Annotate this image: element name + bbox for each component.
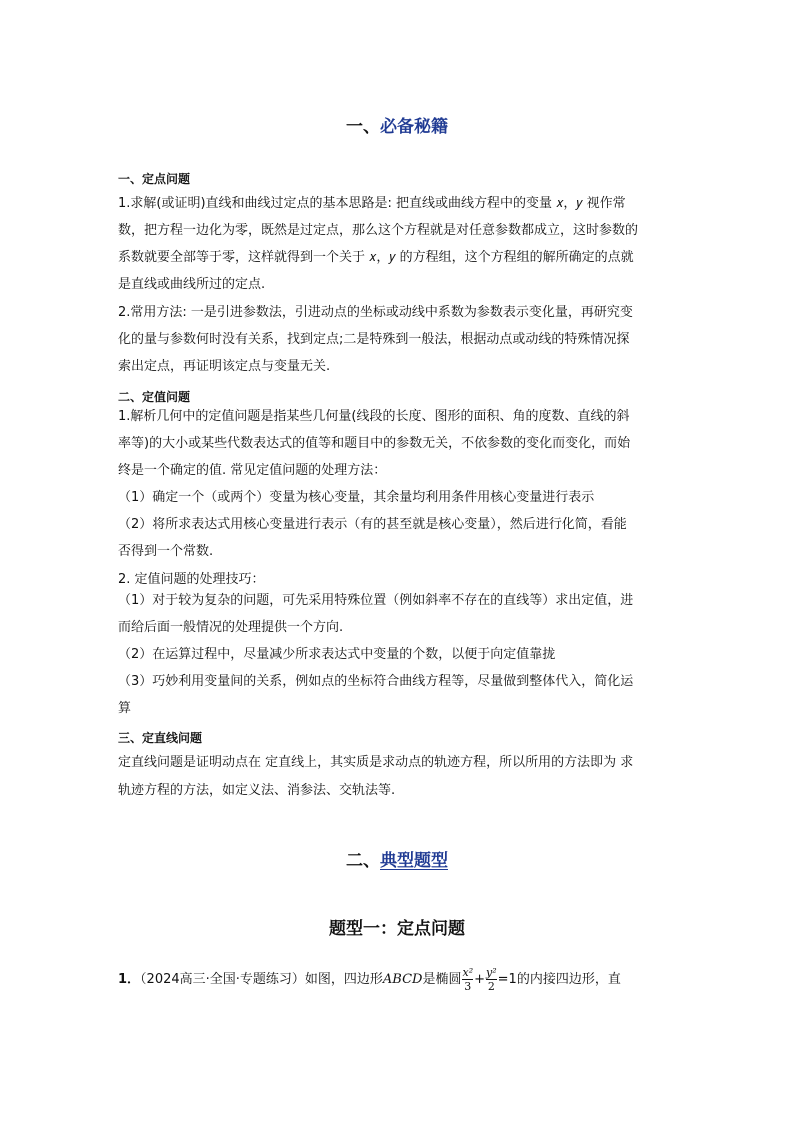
quadrilateral-name: ABCD <box>382 972 423 987</box>
paragraph-line: 定直线问题是证明动点在 定直线上，其实质是求动点的轨迹方程，所以所用的方法即为 求 <box>118 755 634 770</box>
question-source: （2024高三·全国·专题练习）如图，四边形 <box>140 972 383 987</box>
paragraph-line: （1）确定一个（或两个）变量为核心变量，其余量均利用条件用核心变量进行表示 <box>118 490 595 505</box>
question-text: 是椭圆 <box>422 972 462 987</box>
question-type-title: 题型一：定点问题 <box>329 919 465 939</box>
plus-sign: + <box>474 972 486 987</box>
paragraph-line: 化的量与参数何时没有关系，找到定点;二是特殊到一般法，根据动点或动线的特殊情况探 <box>118 332 630 347</box>
paragraph-line: 1.解析几何中的定值问题是指某些几何量(线段的长度、图形的面积、角的度数、直线的斜 <box>118 409 630 424</box>
section-heading-1 <box>0 112 794 137</box>
paragraph-line: 否得到一个常数. <box>118 544 214 559</box>
fraction-y <box>486 966 497 993</box>
paragraph-line: （2）将所求表达式用核心变量进行表示（有的甚至就是核心变量），然后进行化简，看能 <box>118 517 627 532</box>
fraction-numerator: y² <box>486 966 497 979</box>
paragraph-line: 终是一个确定的值. 常见定值问题的处理方法： <box>118 463 387 478</box>
section-number: 一、 <box>346 117 380 137</box>
paragraph-line: （1）对于较为复杂的问题，可先采用特殊位置（例如斜率不存在的直线等）求出定值，进 <box>118 593 634 608</box>
equals-one: =1 <box>497 972 517 987</box>
paragraph-line: 而给后面一般情况的处理提供一个方向. <box>118 620 344 635</box>
paragraph-line: 1.求解(或证明)直线和曲线过定点的基本思路是: 把直线或曲线方程中的变量 𝑥，𝑦 视作常 <box>118 196 626 211</box>
paragraph-line: 数，把方程一边化为零，既然是过定点，那么这个方程就是对任意参数都成立，这时参数的 <box>118 223 639 238</box>
paragraph-line: （2）在运算过程中，尽量减少所求表达式中变量的个数，以便于向定值靠拢 <box>118 647 556 662</box>
paragraph-line: 2.常用方法: 一是引进参数法，引进动点的坐标或动线中系数为参数表示变化量，再研究变 <box>118 305 633 320</box>
subheading-fixed-point: 一、定点问题 <box>118 172 191 186</box>
section-title: 典型题型 <box>380 851 448 871</box>
subheading-fixed-line: 三、定直线问题 <box>118 731 203 745</box>
fraction-x <box>462 966 473 993</box>
section-heading-2 <box>0 846 794 871</box>
fraction-denominator: 2 <box>487 980 495 993</box>
section-title: 必备秘籍 <box>380 117 448 137</box>
paragraph-line: 系数就要全部等于零，这样就得到一个关于 𝑥，𝑦 的方程组，这个方程组的解所确定的点就 <box>118 250 634 265</box>
section-number: 二、 <box>346 851 380 871</box>
paragraph-line: 算 <box>118 701 132 716</box>
paragraph-line: 是直线或曲线所过的定点. <box>118 277 266 292</box>
question-text: 的内接四边形，直 <box>516 972 621 987</box>
question-1 <box>118 966 688 993</box>
fraction-numerator: x² <box>462 966 474 979</box>
paragraph-line: 轨迹方程的方法，如定义法、消参法、交轨法等. <box>118 783 396 798</box>
question-number: 1． <box>118 972 141 987</box>
paragraph-line: 索出定点，再证明该定点与变量无关. <box>118 359 331 374</box>
paragraph-line: 2. 定值问题的处理技巧： <box>118 572 265 587</box>
subheading-fixed-value: 二、定值问题 <box>118 390 191 404</box>
fraction-denominator: 3 <box>464 980 472 993</box>
paragraph-line: （3）巧妙利用变量间的关系，例如点的坐标符合曲线方程等，尽量做到整体代入，简化运 <box>118 674 634 689</box>
paragraph-line: 率等)的大小或某些代数表达式的值等和题目中的参数无关，不依参数的变化而变化，而始 <box>118 436 631 451</box>
